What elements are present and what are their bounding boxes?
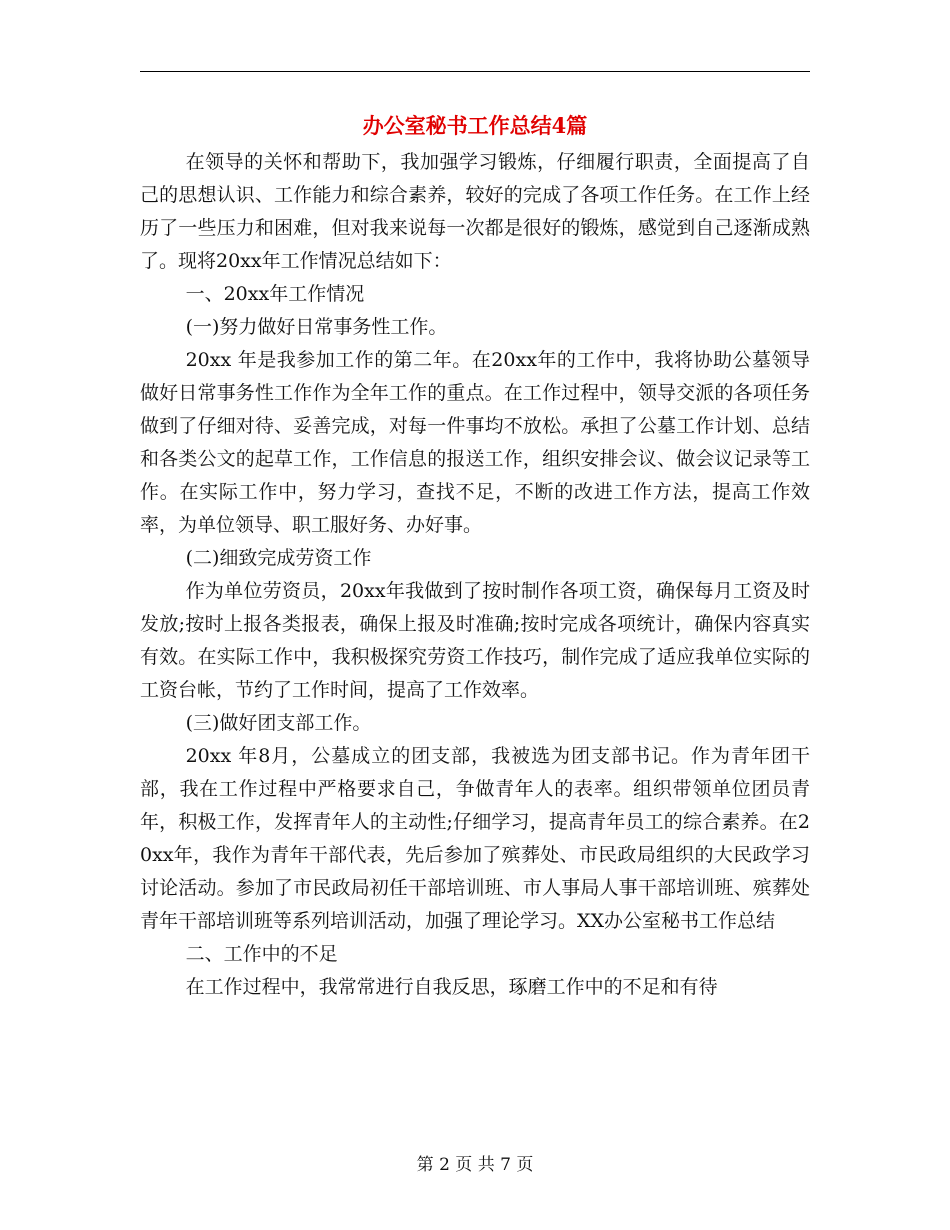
intro-paragraph: 在领导的关怀和帮助下，我加强学习锻炼，仔细履行职责，全面提高了自己的思想认识、工作能力和综合素养，较好的完成了各项工作任务。在工作上经历了一些压力和困难，但对我来说每一次都是很好的锻炼，感觉到自己逐渐成熟了。现将20xx年工作情况总结如下： (140, 151, 810, 272)
body-paragraph-2: 作为单位劳资员，20xx年我做到了按时制作各项工资，确保每月工资及时发放;按时上报各类报表，确保上报及时准确;按时完成各项统计，确保内容真实有效。在实际工作中，我积极探究劳资工作技巧，制作完成了适应我单位实际的工资台帐，节约了工作时间，提高了工作效率。 (140, 580, 810, 701)
body-paragraph-1: 20xx 年是我参加工作的第二年。在20xx年的工作中，我将协助公墓领导做好日常事务性工作作为全年工作的重点。在工作过程中，领导交派的各项任务做到了仔细对待、妥善完成，对每一件事均不放松。承担了公墓工作计划、总结和各类公文的起草工作，工作信息的报送工作，组织安排会议、做会议记录等工作。在实际工作中，努力学习，查找不足，不断的改进工作方法，提高工作效率，为单位领导、职工服好务、办好事。 (140, 349, 810, 536)
subheading-3: (三)做好团支部工作。 (185, 712, 372, 734)
document-title: 办公室秘书工作总结4篇 (362, 113, 588, 138)
body-paragraph-3: 20xx 年8月，公墓成立的团支部，我被选为团支部书记。作为青年团干部，我在工作过程中严格要求自己，争做青年人的表率。组织带领单位团员青年，积极工作，发挥青年人的主动性;仔细学习，提高青年员工的综合素养。在20xx年，我作为青年干部代表，先后参加了殡葬处、市民政局组织的大民政学习讨论活动。参加了市民政局初任干部培训班、市人事局人事干部培训班、殡葬处青年干部培训班等系列培训活动，加强了理论学习。XX办公室秘书工作总结 (140, 745, 810, 932)
document-body (140, 146, 810, 1004)
section-heading-2: 二、工作中的不足 (185, 943, 338, 965)
body-paragraph-4: 在工作过程中，我常常进行自我反思，琢磨工作中的不足和有待 (185, 976, 718, 998)
header-rule (140, 71, 810, 72)
section-heading-1: 一、20xx年工作情况 (185, 283, 365, 305)
page-number: 第 2 页 共 7 页 (416, 1155, 534, 1175)
subheading-1: (一)努力做好日常事务性工作。 (185, 316, 448, 338)
subheading-2: (二)细致完成劳资工作 (185, 547, 372, 569)
